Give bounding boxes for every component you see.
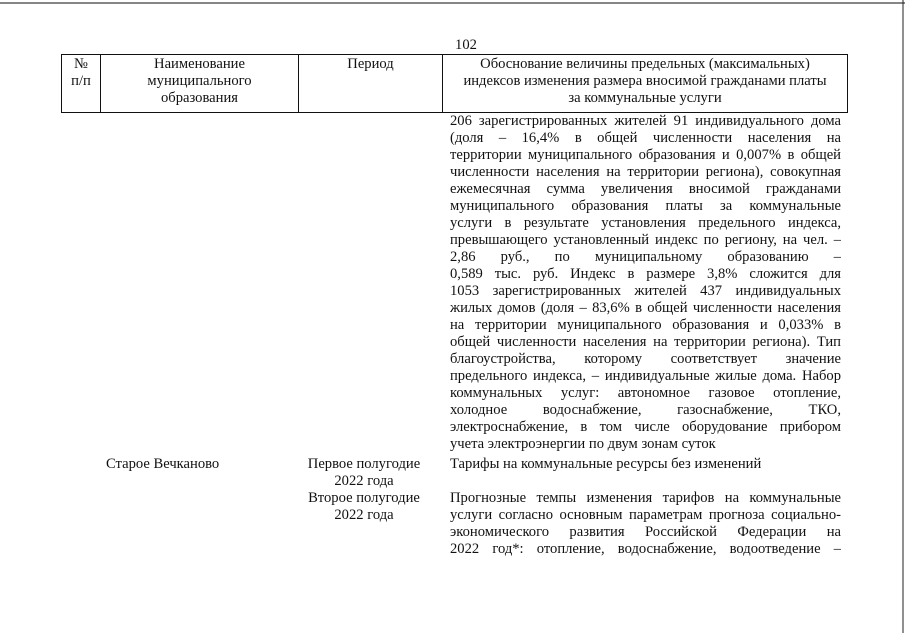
header-municipality-line: муниципального	[147, 73, 252, 89]
municipality-name: Старое Вечканово	[106, 456, 220, 472]
paragraph-line: 206 зарегистрированных жителей 91 индивидуального дома	[450, 113, 841, 129]
paragraph-line: предельного индекса, – индивидуальные жилые дома. Набор	[450, 368, 841, 384]
paragraph-line: ежемесячная сумма увеличения вносимой гражданами	[450, 181, 841, 197]
period-line: Первое полугодие	[307, 456, 421, 472]
scan-right-edge	[902, 0, 904, 633]
header-reason-line: Обоснование величины предельных (максимальных)	[480, 56, 810, 72]
scan-top-edge	[0, 2, 905, 4]
paragraph-line: 1053 зарегистрированных жителей 437 индивидуальных	[450, 283, 841, 299]
header-reason-line: за коммунальные услуги	[568, 90, 722, 106]
header-reason	[443, 56, 847, 107]
paragraph-line: холодное водоснабжение, газоснабжение, ТКО,	[450, 402, 841, 418]
period-line: Второе полугодие	[308, 490, 420, 506]
paragraph-line: численности населения на территории региона), совокупная	[450, 164, 841, 180]
paragraph-line: 2,86 руб., по муниципальному образованию –	[450, 249, 841, 265]
page-number: 102	[455, 37, 477, 53]
reason-line: услуги согласно основным параметрам прогноза социально-	[450, 507, 841, 523]
period-line: 2022 года	[334, 507, 394, 523]
paragraph-line: коммунальных услуг: автономное газовое отопление,	[450, 385, 841, 401]
reason-line: Прогнозные темпы изменения тарифов на коммунальные	[450, 490, 841, 506]
paragraph-line: (доля – 16,4% в общей численности населения на	[450, 130, 841, 146]
paragraph-line: услуги в результате установления предельного индекса,	[450, 215, 841, 231]
paragraph-line: учета электроэнергии по двум зонам суток	[450, 436, 716, 452]
reason-line: 2022 год*: отопление, водоснабжение, водоотведение –	[450, 541, 841, 557]
paragraph-line: на территории муниципального образования и 0,033% в	[450, 317, 841, 333]
header-number-line: №	[74, 56, 88, 72]
period-second-half	[299, 490, 429, 524]
paragraph-line: общей численности населения на территории региона). Тип	[450, 334, 841, 350]
paragraph-line: 0,589 тыс. руб. Индекс в размере 3,8% сложится для	[450, 266, 841, 282]
header-reason-line: индексов изменения размера вносимой гражданами платы	[463, 73, 827, 89]
header-number-line: п/п	[71, 73, 91, 89]
paragraph-line: жилых домов (доля – 83,6% в общей численности населения	[450, 300, 841, 316]
header-period	[299, 56, 442, 73]
reason-line: экономического развития Российской Федерации на	[450, 524, 841, 540]
period-line: 2022 года	[334, 473, 394, 489]
paragraph-line: превышающего установленный индекс по региону, на чел. –	[450, 232, 841, 248]
reason-first-half: Тарифы на коммунальные ресурсы без изменений	[450, 456, 762, 472]
table-border-right	[847, 54, 848, 112]
header-period-line: Период	[347, 56, 394, 72]
paragraph-line: электроснабжение, в том числе оборудование прибором	[450, 419, 841, 435]
header-municipality-line: Наименование	[154, 56, 245, 72]
header-municipality	[101, 56, 298, 107]
header-number	[62, 56, 100, 90]
period-first-half	[299, 456, 429, 490]
paragraph-line: благоустройства, которому соответствует значение	[450, 351, 841, 367]
paragraph-line: муниципального образования платы за коммунальные	[450, 198, 841, 214]
paragraph-line: территории муниципального образования и 0,007% в общей	[450, 147, 841, 163]
header-municipality-line: образования	[161, 90, 238, 106]
